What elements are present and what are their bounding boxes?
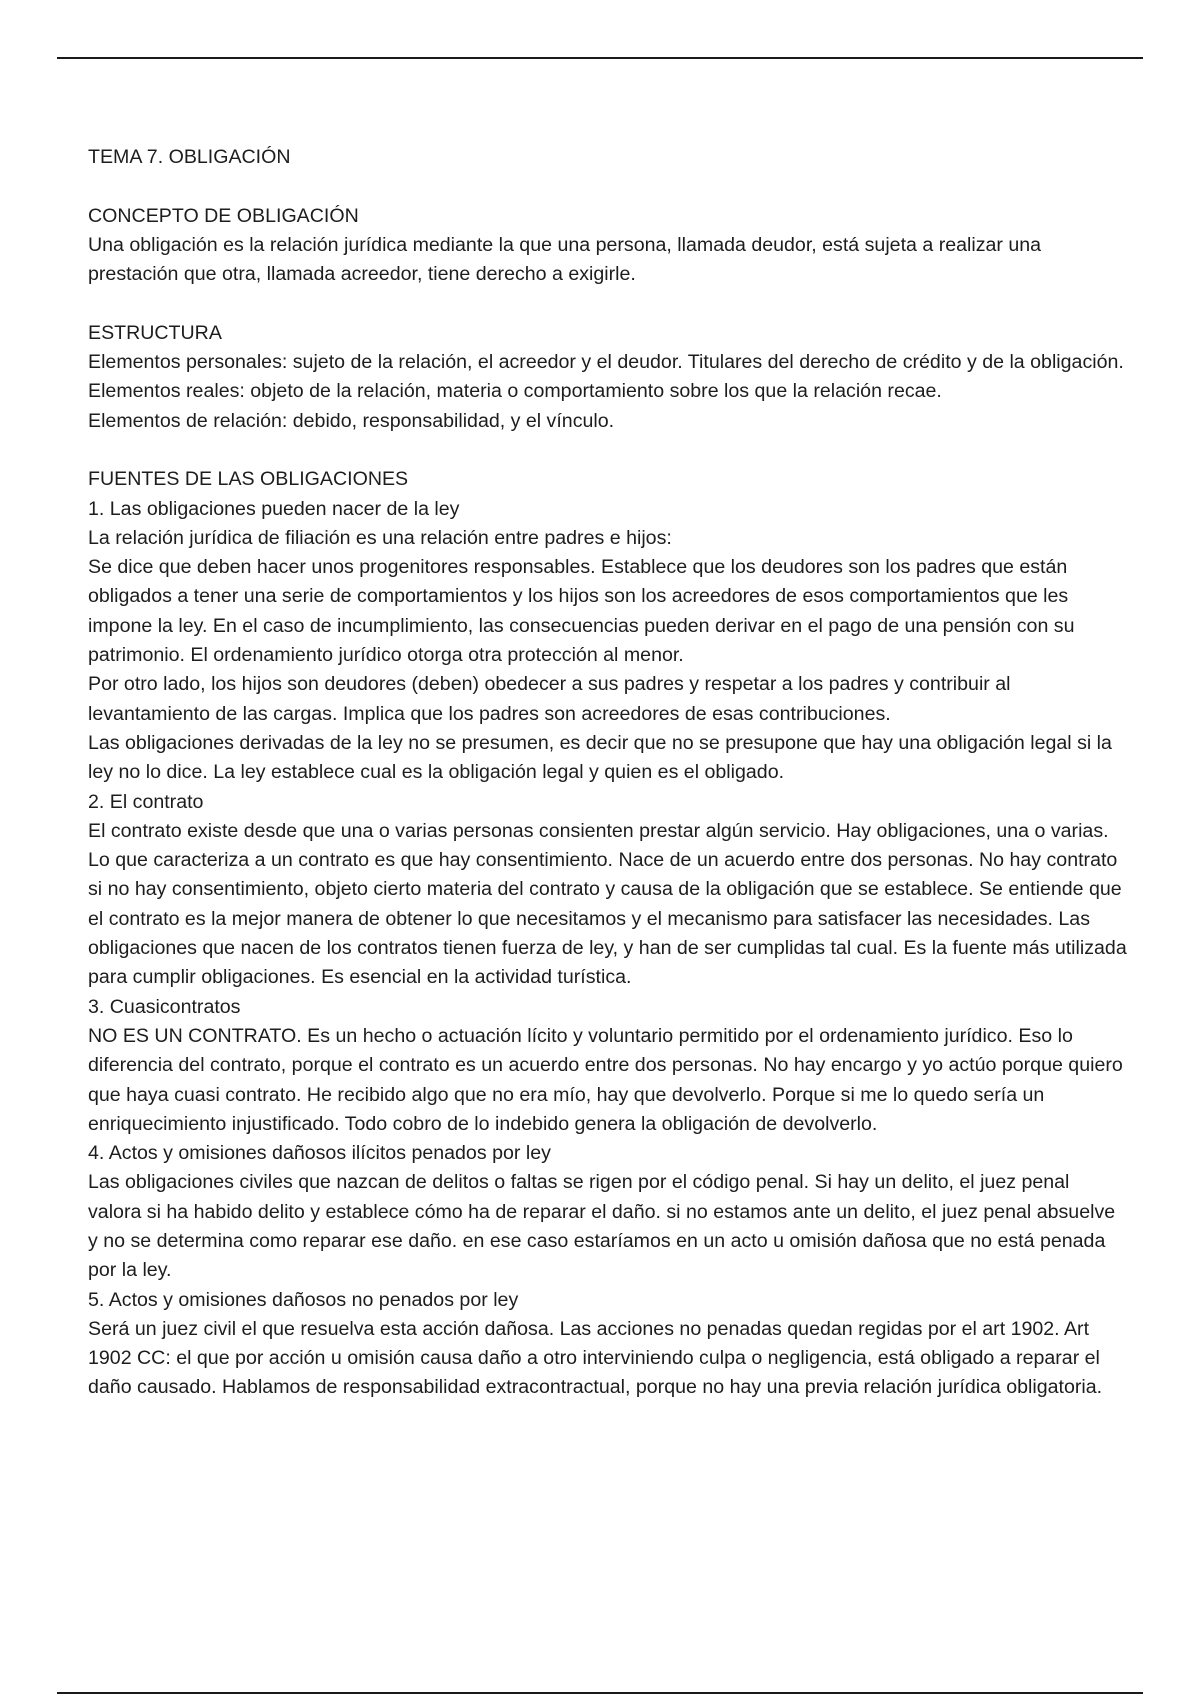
paragraph: Las obligaciones civiles que nazcan de delitos o faltas se rigen por el código penal. Si hay un delito, el juez penal valora si ha habido delito y establece cómo ha de reparar el daño. si no estamos ante un delito, el juez penal absuelve y no se determina como reparar ese daño. en ese caso estaríamos en un acto u omisión dañosa que no está penada por la ley.: [88, 1171, 1116, 1282]
paragraph: La relación jurídica de filiación es una relación entre padres e hijos:: [88, 526, 672, 549]
document-body: [88, 143, 1128, 1403]
paragraph: Las obligaciones derivadas de la ley no se presumen, es decir que no se presupone que hay una obligación legal si la ley no lo dice. La ley establece cual es la obligación legal y quien es el obligado.: [88, 731, 1112, 784]
subheading-cuasicontratos: 3. Cuasicontratos: [88, 995, 241, 1018]
subheading-ley: 1. Las obligaciones pueden nacer de la ley: [88, 497, 460, 520]
subheading-actos-penados: 4. Actos y omisiones dañosos ilícitos penados por ley: [88, 1142, 551, 1165]
bottom-rule: [57, 1692, 1143, 1694]
paragraph: Una obligación es la relación jurídica mediante la que una persona, llamada deudor, está sujeta a realizar una prestación que otra, llamada acreedor, tiene derecho a exigirle.: [88, 233, 1042, 286]
paragraph: Elementos reales: objeto de la relación, materia o comportamiento sobre los que la relación recae.: [88, 380, 942, 403]
spacer: [88, 289, 1128, 318]
paragraph: Será un juez civil el que resuelva esta acción dañosa. Las acciones no penadas quedan regidas por el art 1902. Art 1902 CC: el que por acción u omisión causa daño a otro interviniendo culpa o negligencia, está obligado a reparar el daño causado. Hablamos de responsabilidad extracontractual, porque no hay una previa relación jurídica obligatoria.: [88, 1317, 1103, 1399]
subheading-contrato: 2. El contrato: [88, 790, 204, 813]
paragraph: Por otro lado, los hijos son deudores (deben) obedecer a sus padres y respetar a los padres y contribuir al levantamiento de las cargas. Implica que los padres son acreedores de esas contribuciones.: [88, 673, 1011, 725]
paragraph: El contrato existe desde que una o varias personas consienten prestar algún servicio. Hay obligaciones, una o varias. Lo que caracteriza a un contrato es que hay consentimiento. Nace de un acuerdo entre dos personas. No hay contrato si no hay consentimiento, objeto cierto materia del contrato y causa de la obligación que se establece. Se entiende que el contrato es la mejor manera de obtener lo que necesitamos y el mecanismo para satisfacer las necesidades. Las obligaciones que nacen de los contratos tienen fuerza de ley, y han de ser cumplidas tal cual. Es la fuente más utilizada para cumplir obligaciones. Es esencial en la actividad turística.: [88, 819, 1127, 989]
spacer: [88, 436, 1128, 465]
paragraph: Elementos de relación: debido, responsabilidad, y el vínculo.: [88, 409, 615, 432]
section-heading-estructura: ESTRUCTURA: [88, 321, 222, 344]
spacer: [88, 172, 1128, 201]
section-heading-fuentes: FUENTES DE LAS OBLIGACIONES: [88, 468, 409, 491]
section-heading-concepto: CONCEPTO DE OBLIGACIÓN: [88, 204, 359, 227]
paragraph: Se dice que deben hacer unos progenitores responsables. Establece que los deudores son los padres que están obligados a tener una serie de comportamientos y los hijos son los acreedores de esos comportamientos que les impone la ley. En el caso de incumplimiento, las consecuencias pueden derivar en el pago de una pensión con su patrimonio. El ordenamiento jurídico otorga otra protección al menor.: [88, 556, 1075, 667]
document-title: TEMA 7. OBLIGACIÓN: [88, 146, 291, 168]
subheading-actos-no-penados: 5. Actos y omisiones dañosos no penados por ley: [88, 1288, 519, 1311]
top-rule: [57, 57, 1143, 59]
paragraph: Elementos personales: sujeto de la relación, el acreedor y el deudor. Titulares del derecho de crédito y de la obligación.: [88, 351, 1124, 374]
paragraph: NO ES UN CONTRATO. Es un hecho o actuación lícito y voluntario permitido por el ordenamiento jurídico. Eso lo diferencia del contrato, porque el contrato es un acuerdo entre dos personas. No hay encargo y yo actúo porque quiero que haya cuasi contrato. He recibido algo que no era mío, hay que devolverlo. Porque si me lo quedo sería un enriquecimiento injustificado. Todo cobro de lo indebido genera la obligación de devolverlo.: [88, 1024, 1123, 1135]
